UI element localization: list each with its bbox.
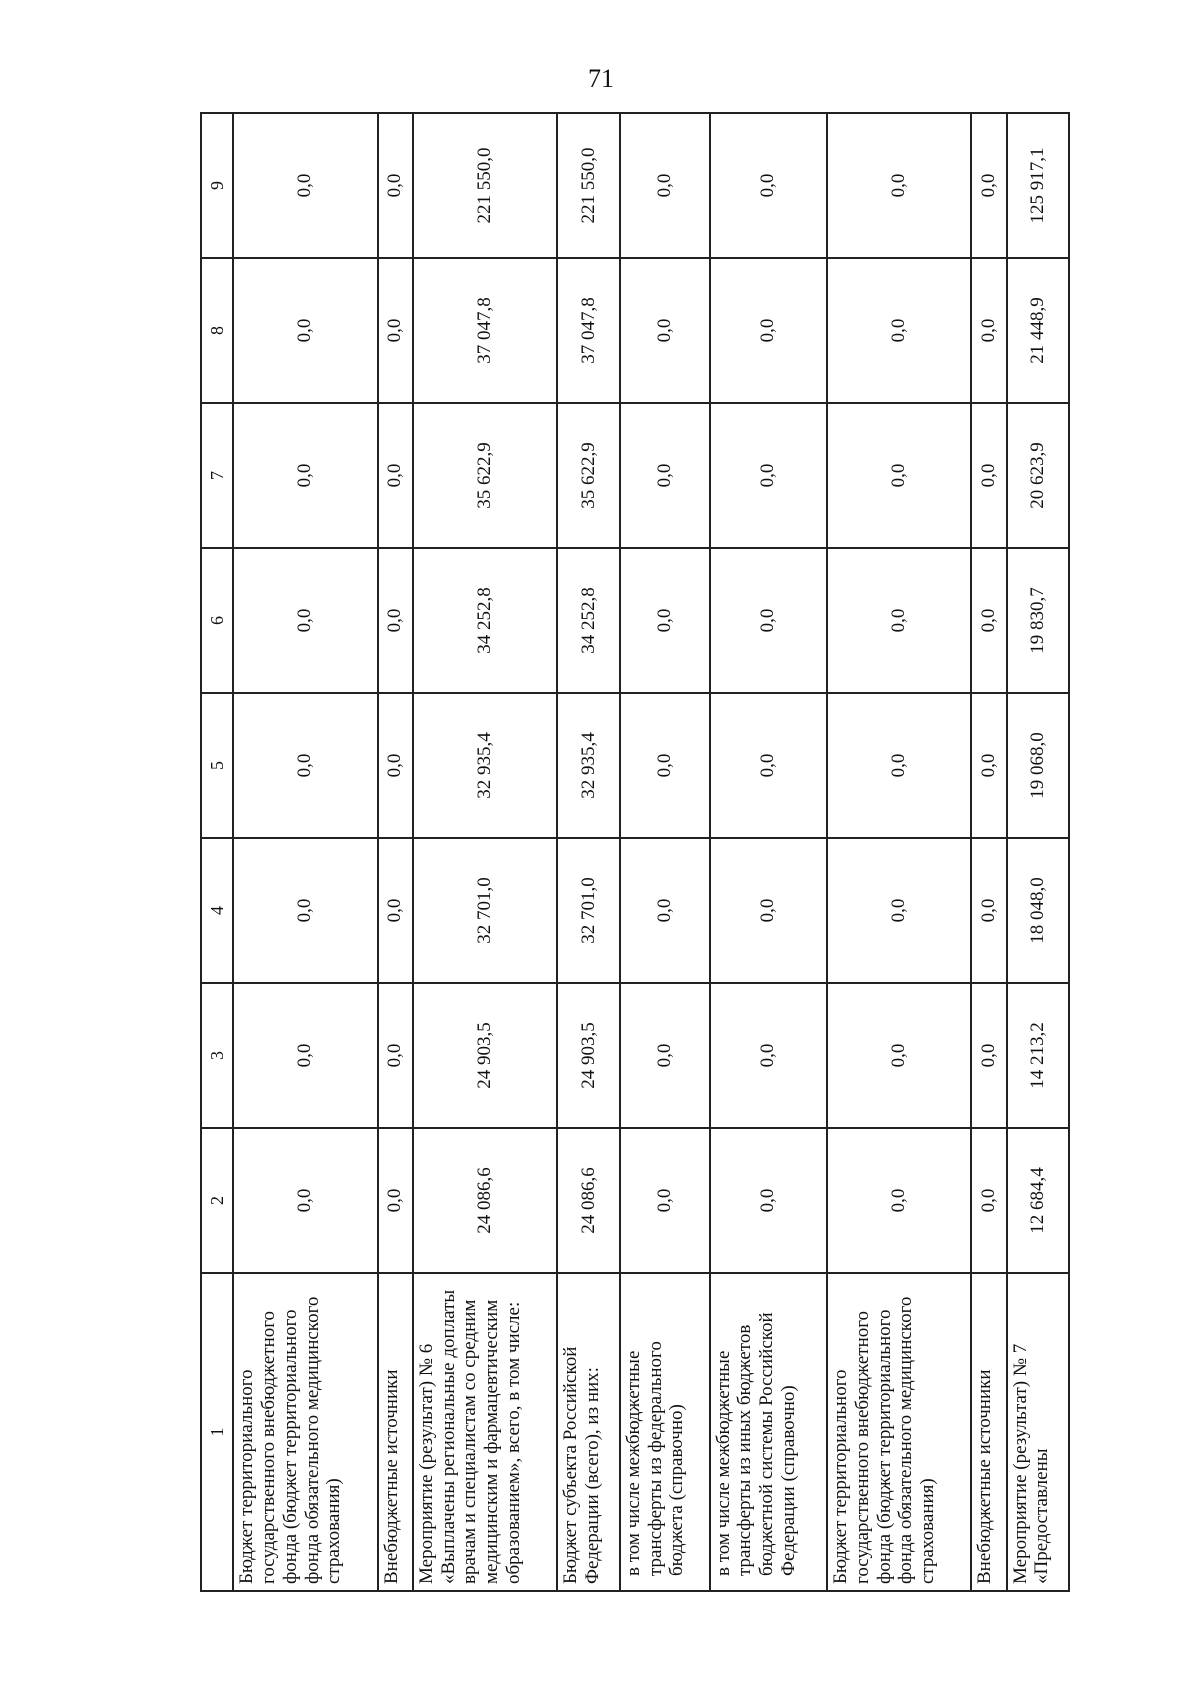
cell-value: 0,0 xyxy=(620,1128,710,1273)
table-row xyxy=(233,113,378,1591)
column-header: 4 xyxy=(201,838,233,983)
table-row xyxy=(1007,113,1069,1591)
cell-value: 0,0 xyxy=(971,838,1006,983)
page-number: 71 xyxy=(588,64,614,93)
cell-value: 24 903,5 xyxy=(557,983,619,1128)
cell-value: 0,0 xyxy=(827,113,972,258)
column-header: 9 xyxy=(201,113,233,258)
cell-value: 0,0 xyxy=(378,983,413,1128)
column-header: 7 xyxy=(201,403,233,548)
cell-value: 0,0 xyxy=(233,838,378,983)
cell-value: 12 684,4 xyxy=(1007,1128,1069,1273)
column-header: 8 xyxy=(201,258,233,403)
cell-value: 0,0 xyxy=(620,693,710,838)
cell-value: 20 623,9 xyxy=(1007,403,1069,548)
table-row xyxy=(557,113,619,1591)
cell-value: 221 550,0 xyxy=(413,113,558,258)
table-row xyxy=(413,113,558,1591)
cell-value: 0,0 xyxy=(971,258,1006,403)
cell-value: 18 048,0 xyxy=(1007,838,1069,983)
rotated-table-frame xyxy=(200,112,1070,1592)
cell-value: 0,0 xyxy=(971,403,1006,548)
cell-value: 0,0 xyxy=(710,258,827,403)
cell-value: 0,0 xyxy=(620,258,710,403)
cell-value: 0,0 xyxy=(827,838,972,983)
cell-value: 221 550,0 xyxy=(557,113,619,258)
cell-value: 0,0 xyxy=(827,983,972,1128)
cell-value: 0,0 xyxy=(827,258,972,403)
cell-value: 19 830,7 xyxy=(1007,548,1069,693)
cell-value: 32 935,4 xyxy=(557,693,619,838)
row-label: Бюджет территориального государственного внебюджетного фонда (бюджет территориального фонда обязательного медицинского страхования) xyxy=(233,1273,378,1591)
cell-value: 0,0 xyxy=(710,838,827,983)
row-label: в том числе межбюджетные трансферты из федерального бюджета (справочно) xyxy=(620,1273,710,1591)
cell-value: 32 935,4 xyxy=(413,693,558,838)
cell-value: 0,0 xyxy=(233,113,378,258)
row-label: Мероприятие (результат) № 7 «Предоставлены xyxy=(1007,1273,1069,1591)
table-header-row xyxy=(201,113,233,1591)
cell-value: 24 086,6 xyxy=(413,1128,558,1273)
table-container xyxy=(200,112,1070,1592)
cell-value: 37 047,8 xyxy=(557,258,619,403)
cell-value: 0,0 xyxy=(971,693,1006,838)
cell-value: 0,0 xyxy=(233,983,378,1128)
cell-value: 0,0 xyxy=(971,983,1006,1128)
cell-value: 0,0 xyxy=(971,548,1006,693)
table-row xyxy=(971,113,1006,1591)
cell-value: 24 903,5 xyxy=(413,983,558,1128)
cell-value: 21 448,9 xyxy=(1007,258,1069,403)
budget-table xyxy=(200,112,1070,1592)
cell-value: 34 252,8 xyxy=(413,548,558,693)
cell-value: 0,0 xyxy=(710,1128,827,1273)
cell-value: 0,0 xyxy=(710,113,827,258)
row-label: Мероприятие (результат) № 6 «Выплачены региональные доплаты врачам и специалистам со средним медицинским и фармацевтическим образованием», всего, в том числе: xyxy=(413,1273,558,1591)
cell-value: 0,0 xyxy=(378,403,413,548)
cell-value: 0,0 xyxy=(710,983,827,1128)
column-header: 5 xyxy=(201,693,233,838)
cell-value: 0,0 xyxy=(971,113,1006,258)
table-row xyxy=(620,113,710,1591)
table-row xyxy=(710,113,827,1591)
cell-value: 34 252,8 xyxy=(557,548,619,693)
cell-value: 0,0 xyxy=(233,548,378,693)
cell-value: 0,0 xyxy=(971,1128,1006,1273)
column-header: 3 xyxy=(201,983,233,1128)
cell-value: 0,0 xyxy=(378,258,413,403)
cell-value: 0,0 xyxy=(710,403,827,548)
table-row xyxy=(827,113,972,1591)
cell-value: 14 213,2 xyxy=(1007,983,1069,1128)
table-body xyxy=(233,113,1069,1591)
cell-value: 0,0 xyxy=(827,403,972,548)
cell-value: 0,0 xyxy=(233,693,378,838)
row-label: Внебюджетные источники xyxy=(378,1273,413,1591)
cell-value: 0,0 xyxy=(620,983,710,1128)
cell-value: 0,0 xyxy=(620,548,710,693)
cell-value: 0,0 xyxy=(233,403,378,548)
cell-value: 0,0 xyxy=(827,548,972,693)
row-label: Бюджет субъекта Российской Федерации (всего), из них: xyxy=(557,1273,619,1591)
cell-value: 0,0 xyxy=(620,838,710,983)
table-row xyxy=(378,113,413,1591)
cell-value: 0,0 xyxy=(827,693,972,838)
cell-value: 0,0 xyxy=(378,838,413,983)
cell-value: 0,0 xyxy=(233,1128,378,1273)
cell-value: 24 086,6 xyxy=(557,1128,619,1273)
cell-value: 32 701,0 xyxy=(557,838,619,983)
cell-value: 0,0 xyxy=(620,403,710,548)
cell-value: 0,0 xyxy=(233,258,378,403)
cell-value: 0,0 xyxy=(378,548,413,693)
cell-value: 0,0 xyxy=(710,548,827,693)
cell-value: 0,0 xyxy=(827,1128,972,1273)
row-label: в том числе межбюджетные трансферты из иных бюджетов бюджетной системы Российской Федерации (справочно) xyxy=(710,1273,827,1591)
cell-value: 0,0 xyxy=(378,113,413,258)
column-header: 6 xyxy=(201,548,233,693)
cell-value: 0,0 xyxy=(378,693,413,838)
cell-value: 35 622,9 xyxy=(413,403,558,548)
cell-value: 37 047,8 xyxy=(413,258,558,403)
row-label: Внебюджетные источники xyxy=(971,1273,1006,1591)
row-label: Бюджет территориального государственного внебюджетного фонда (бюджет территориального фонда обязательного медицинского страхования) xyxy=(827,1273,972,1591)
cell-value: 0,0 xyxy=(710,693,827,838)
cell-value: 125 917,1 xyxy=(1007,113,1069,258)
cell-value: 35 622,9 xyxy=(557,403,619,548)
cell-value: 32 701,0 xyxy=(413,838,558,983)
column-header: 1 xyxy=(201,1273,233,1591)
cell-value: 0,0 xyxy=(620,113,710,258)
column-header: 2 xyxy=(201,1128,233,1273)
cell-value: 0,0 xyxy=(378,1128,413,1273)
cell-value: 19 068,0 xyxy=(1007,693,1069,838)
